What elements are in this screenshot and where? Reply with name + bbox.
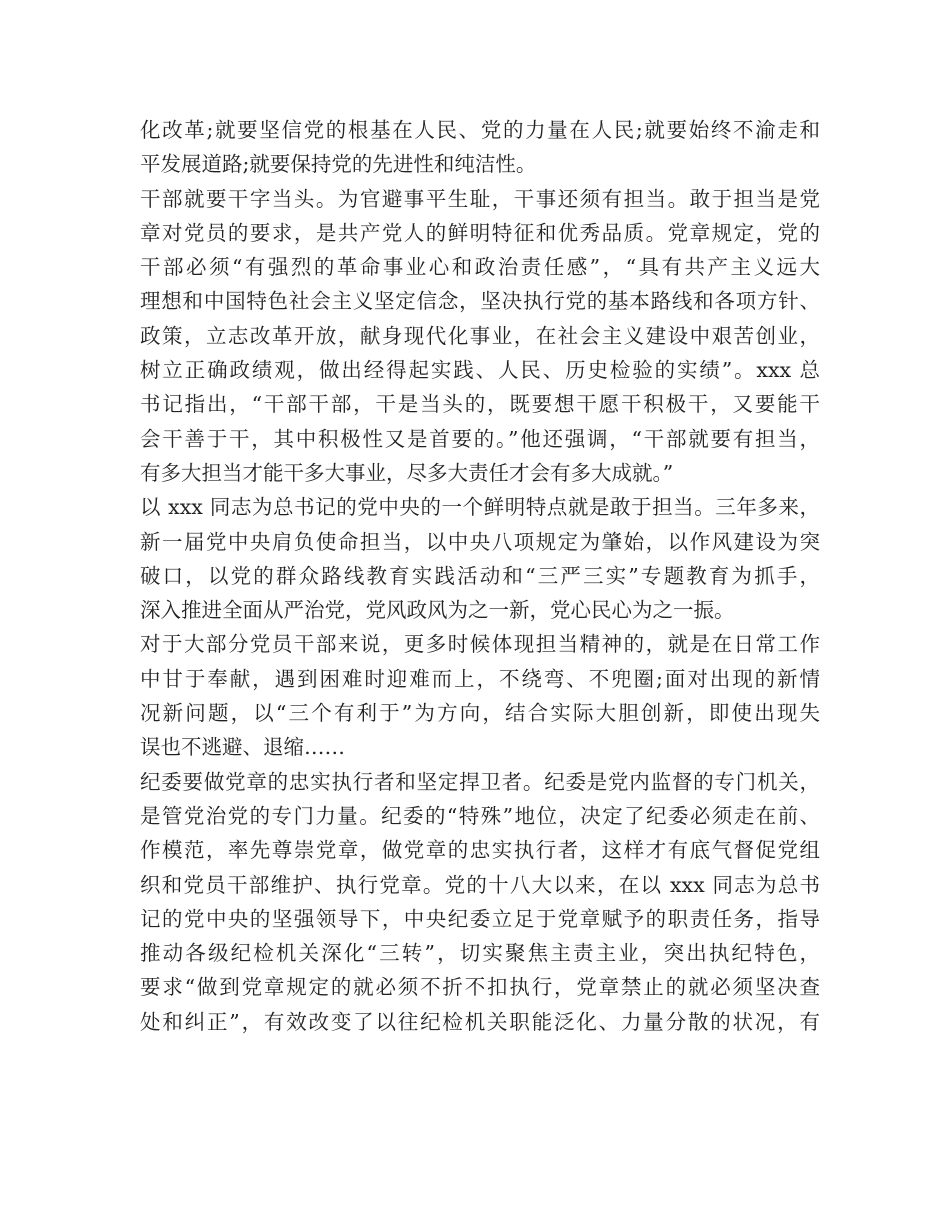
text-line: 深入推进全面从严治党，党风政风为之一新，党心民心为之一振。 (140, 598, 735, 623)
text-line: 化改革;就要坚信党的根基在人民、党的力量在人民;就要始终不渝走和 (140, 118, 820, 142)
text-line: 中甘于奉献，遇到困难时迎难而上，不绕弯、不兜圈;面对出现的新情 (140, 666, 820, 691)
text-line: 以 xxx 同志为总书记的党中央的一个鲜明特点就是敢于担当。三年多来， (140, 495, 820, 520)
text-line: 书记指出，“干部干部，干是当头的，既要想干愿干积极干，又要能干 (140, 392, 820, 417)
text-line: 干部必须“有强烈的革命事业心和政治责任感”，“具有共产主义远大 (140, 255, 820, 280)
text-line: 况新问题，以“三个有利于”为方向，结合实际大胆创新，即使出现失 (140, 701, 820, 726)
text-line: 推动各级纪检机关深化“三转”，切实聚焦主责主业，突出执纪特色， (140, 941, 820, 966)
text-line: 干部就要干字当头。为官避事平生耻，干事还须有担当。敢于担当是党 (140, 186, 820, 211)
text-line: 理想和中国特色社会主义坚定信念，坚决执行党的基本路线和各项方针、 (140, 289, 820, 314)
text-line: 平发展道路;就要保持党的先进性和纯洁性。 (140, 152, 537, 177)
text-line: 误也不逃避、退缩…… (140, 735, 345, 760)
text-line: 政策，立志改革开放，献身现代化事业，在社会主义建设中艰苦创业， (140, 323, 820, 348)
text-line: 树立正确政绩观，做出经得起实践、人民、历史检验的实绩”。xxx 总 (140, 358, 820, 383)
text-line: 织和党员干部维护、执行党章。党的十八大以来，在以 xxx 同志为总书 (140, 872, 820, 897)
text-line: 是管党治党的专门力量。纪委的“特殊”地位，决定了纪委必须走在前、 (140, 803, 820, 828)
text-line: 会干善于干，其中积极性又是首要的。”他还强调，“干部就要有担当， (140, 426, 820, 451)
text-line: 有多大担当才能干多大事业，尽多大责任才会有多大成就。” (140, 460, 674, 485)
text-line: 要求“做到党章规定的就必须不折不扣执行，党章禁止的就必须坚决查 (140, 975, 820, 1000)
text-line: 处和纠正”，有效改变了以往纪检机关职能泛化、力量分散的状况，有 (140, 1009, 820, 1034)
document-body (140, 113, 820, 1039)
text-line: 对于大部分党员干部来说，更多时候体现担当精神的，就是在日常工作 (140, 632, 820, 657)
text-line: 章对党员的要求，是共产党人的鲜明特征和优秀品质。党章规定，党的 (140, 220, 820, 245)
text-line: 新一届党中央肩负使命担当，以中央八项规定为肇始，以作风建设为突 (140, 529, 820, 554)
text-line: 作模范，率先尊崇党章，做党章的忠实执行者，这样才有底气督促党组 (140, 838, 820, 863)
text-line: 记的党中央的坚强领导下，中央纪委立足于党章赋予的职责任务，指导 (140, 906, 820, 931)
text-line: 纪委要做党章的忠实执行者和坚定捍卫者。纪委是党内监督的专门机关， (140, 769, 820, 794)
text-line: 破口，以党的群众路线教育实践活动和“三严三实”专题教育为抓手， (140, 563, 820, 588)
